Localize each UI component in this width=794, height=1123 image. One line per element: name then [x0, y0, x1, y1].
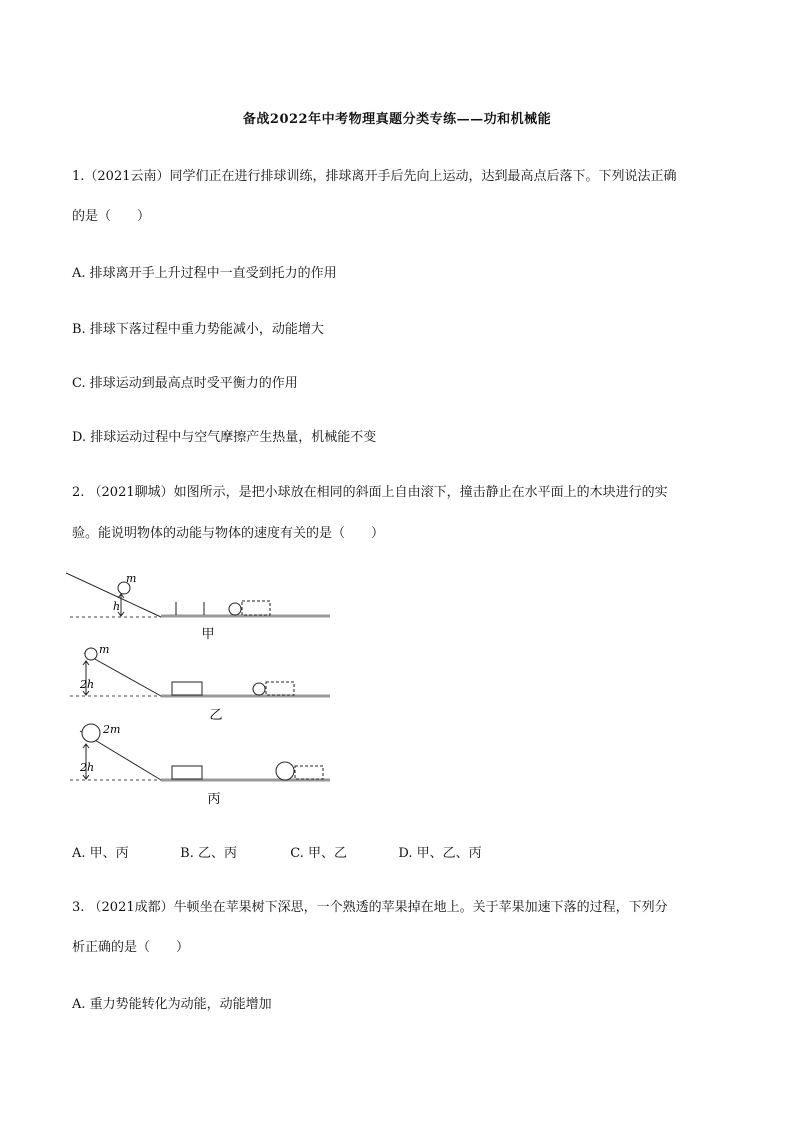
- block-moved: [266, 682, 294, 695]
- q3-stem-line2: 析正确的是（ ）: [72, 940, 190, 955]
- ball-after: [253, 683, 265, 695]
- figure-panel-yi: [70, 643, 330, 723]
- mass-label: m: [99, 643, 110, 656]
- ball: [85, 648, 97, 660]
- figure-panel-bing: [70, 723, 330, 805]
- ball-after: [276, 762, 294, 780]
- caption-bing: 丙: [207, 792, 221, 805]
- q2-option-c: C. 甲、乙: [290, 846, 348, 861]
- block-moved: [242, 601, 270, 615]
- q1-option-c: C. 排球运动到最高点时受平衡力的作用: [72, 376, 298, 391]
- q1-stem-line2: 的是（ ）: [72, 209, 151, 224]
- caption-yi: 乙: [209, 708, 223, 723]
- mass-label: m: [126, 572, 137, 585]
- q1-option-d: D. 排球运动过程中与空气摩擦产生热量，机械能不变: [72, 430, 377, 445]
- q1-option-a: A. 排球离开手上升过程中一直受到托力的作用: [72, 266, 337, 281]
- q2-option-d: D. 甲、乙、丙: [398, 846, 482, 861]
- page-title: 备战2022年中考物理真题分类专练——功和机械能: [242, 112, 552, 127]
- q2-options: [72, 842, 482, 861]
- height-label: 2h: [80, 761, 95, 774]
- q2-stem-line2: 验。能说明物体的动能与物体的速度有关的是（ ）: [72, 526, 385, 541]
- block-moved: [295, 766, 323, 779]
- block-original: [172, 766, 202, 779]
- figure-panel-jia: [66, 572, 330, 642]
- height-label: 2h: [80, 678, 95, 691]
- ball-after: [229, 603, 241, 615]
- q1-stem-line1: 1.（2021云南）同学们正在进行排球训练，排球离开手后先向上运动，达到最高点后落下。下列说法正确: [72, 169, 677, 184]
- mass-label: 2m: [103, 723, 121, 736]
- caption-jia: 甲: [201, 627, 215, 642]
- q2-stem-line1: 2. （2021聊城）如图所示，是把小球放在相同的斜面上自由滚下，撞击静止在水平面上的木块进行的实: [72, 485, 668, 500]
- q1-option-b: B. 排球下落过程中重力势能减小，动能增大: [72, 322, 324, 337]
- q3-option-a: A. 重力势能转化为动能，动能增加: [72, 997, 272, 1012]
- block-original: [172, 682, 202, 695]
- q3-stem-line1: 3. （2021成都）牛顿坐在苹果树下深思，一个熟透的苹果掉在地上。关于苹果加速下落的过程，下列分: [72, 900, 668, 915]
- q2-option-a: A. 甲、丙: [72, 846, 129, 861]
- q2-option-b: B. 乙、丙: [180, 846, 237, 861]
- q2-experiment-figure: [66, 565, 336, 805]
- incline: [84, 653, 161, 696]
- ball: [82, 724, 100, 742]
- height-label: h: [113, 600, 121, 613]
